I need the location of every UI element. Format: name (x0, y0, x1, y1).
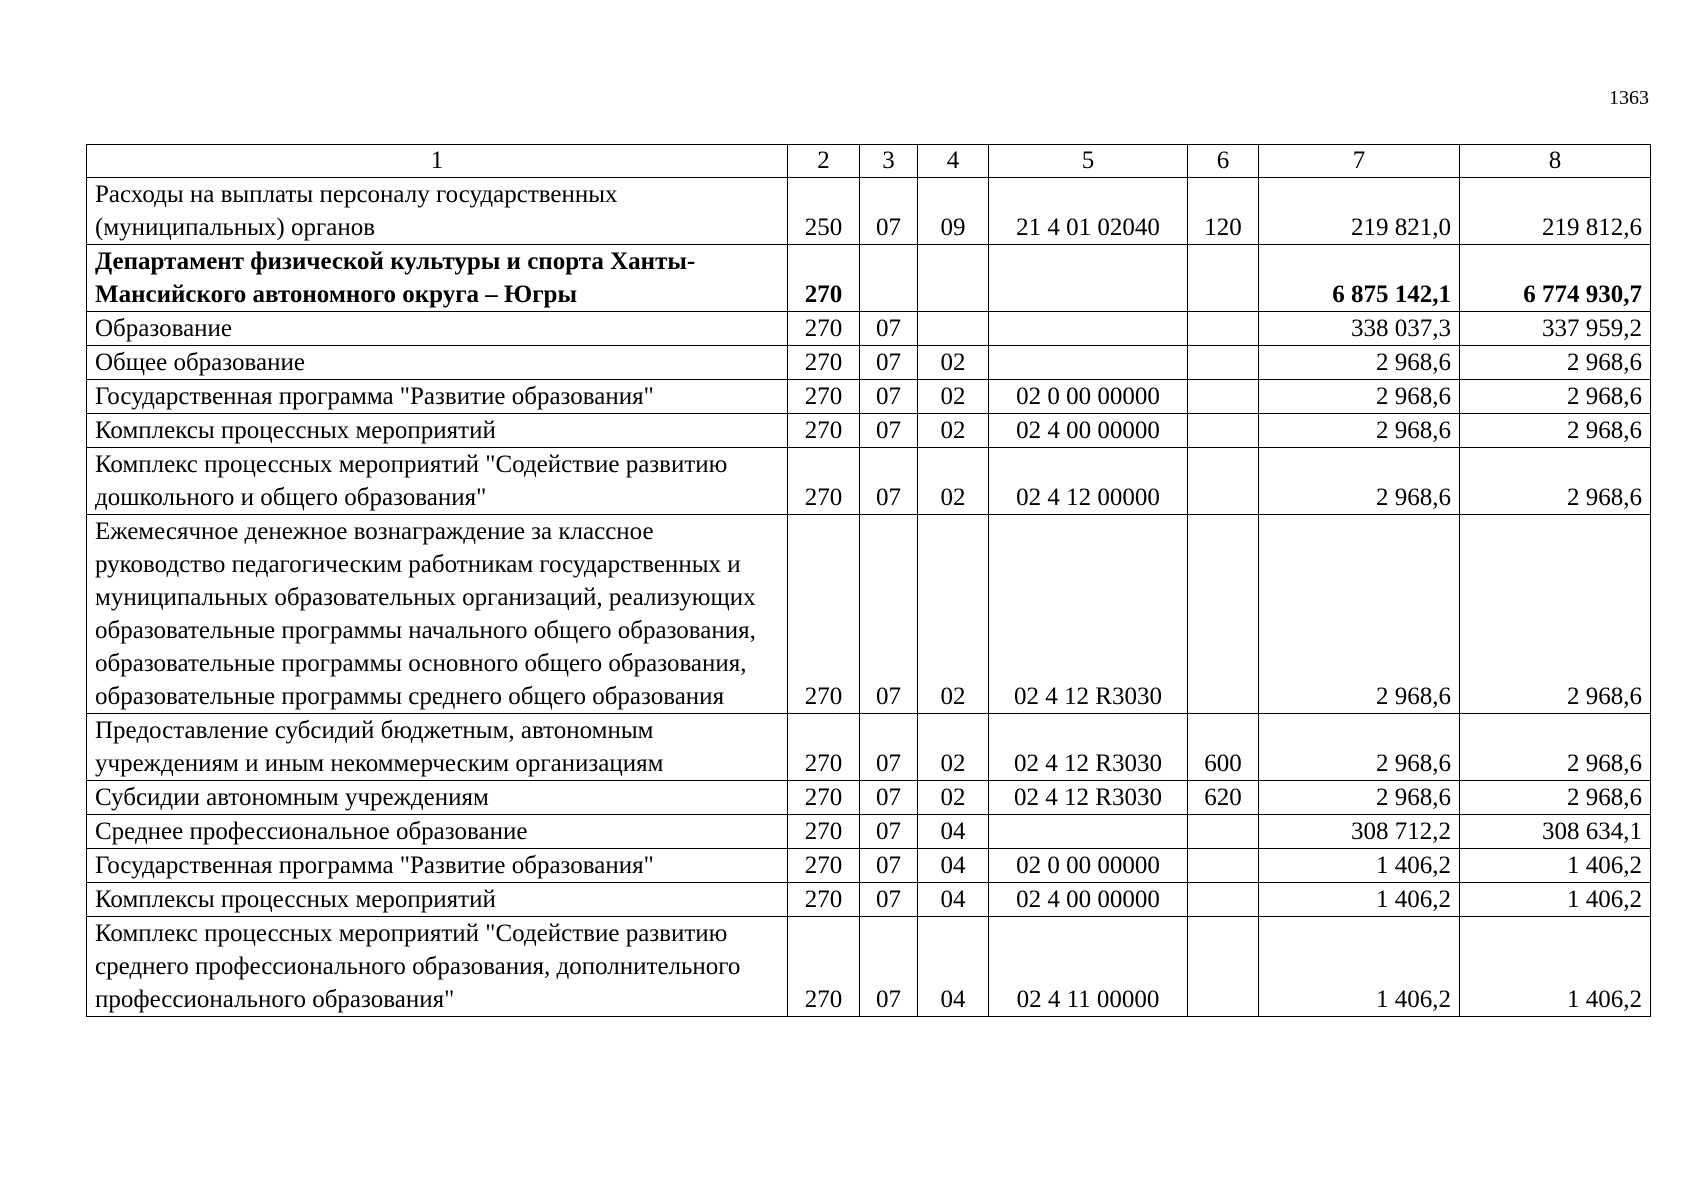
row-expense-type (1188, 815, 1259, 849)
column-header: 5 (989, 145, 1188, 178)
row-ministry-code: 270 (788, 883, 860, 917)
row-target-article: 02 4 11 00000 (989, 917, 1188, 1017)
row-subsection-code: 04 (918, 883, 989, 917)
row-subsection-code: 02 (918, 515, 989, 714)
row-ministry-code: 270 (788, 515, 860, 714)
row-amount-2: 308 634,1 (1460, 815, 1651, 849)
page-number: 1363 (1609, 87, 1649, 109)
row-name: Комплексы процессных мероприятий (87, 414, 788, 448)
table-row (87, 414, 1651, 448)
row-subsection-code (918, 245, 989, 312)
row-expense-type (1188, 414, 1259, 448)
row-ministry-code: 270 (788, 781, 860, 815)
column-header: 3 (860, 145, 918, 178)
row-amount-2: 2 968,6 (1460, 346, 1651, 380)
row-target-article (989, 245, 1188, 312)
table-row (87, 714, 1651, 781)
row-name: Ежемесячное денежное вознаграждение за классное руководство педагогическим работникам государственных и муниципальных образовательных организаций, реализующих образовательные программы начального общего образования, образовательные программы основного общего образования, образовательные программы среднего общего образования (87, 515, 788, 714)
row-ministry-code: 270 (788, 917, 860, 1017)
row-section-code: 07 (860, 849, 918, 883)
table-row (87, 917, 1651, 1017)
row-section-code: 07 (860, 448, 918, 515)
row-name: Среднее профессиональное образование (87, 815, 788, 849)
row-amount-2: 1 406,2 (1460, 883, 1651, 917)
row-expense-type (1188, 245, 1259, 312)
row-amount-2: 219 812,6 (1460, 178, 1651, 245)
row-amount-1: 2 968,6 (1259, 515, 1460, 714)
row-expense-type (1188, 380, 1259, 414)
row-name: Субсидии автономным учреждениям (87, 781, 788, 815)
row-ministry-code: 270 (788, 245, 860, 312)
row-subsection-code: 02 (918, 414, 989, 448)
table-row (87, 245, 1651, 312)
row-amount-1: 1 406,2 (1259, 917, 1460, 1017)
row-section-code: 07 (860, 781, 918, 815)
row-target-article: 02 4 12 R3030 (989, 714, 1188, 781)
row-subsection-code (918, 312, 989, 346)
row-subsection-code: 02 (918, 380, 989, 414)
row-section-code: 07 (860, 815, 918, 849)
row-section-code: 07 (860, 917, 918, 1017)
table-row (87, 781, 1651, 815)
row-amount-1: 2 968,6 (1259, 414, 1460, 448)
row-amount-2: 2 968,6 (1460, 515, 1651, 714)
table-row (87, 312, 1651, 346)
row-expense-type: 620 (1188, 781, 1259, 815)
row-ministry-code: 270 (788, 312, 860, 346)
row-subsection-code: 04 (918, 849, 989, 883)
table-row (87, 346, 1651, 380)
column-header: 2 (788, 145, 860, 178)
row-amount-2: 1 406,2 (1460, 917, 1651, 1017)
row-name: Предоставление субсидий бюджетным, автономным учреждениям и иным некоммерческим организациям (87, 714, 788, 781)
row-section-code: 07 (860, 414, 918, 448)
row-expense-type: 600 (1188, 714, 1259, 781)
table-body (87, 178, 1651, 1017)
table-row (87, 515, 1651, 714)
row-target-article: 02 4 12 00000 (989, 448, 1188, 515)
row-subsection-code: 04 (918, 917, 989, 1017)
row-subsection-code: 04 (918, 815, 989, 849)
row-amount-2: 2 968,6 (1460, 414, 1651, 448)
row-amount-1: 1 406,2 (1259, 849, 1460, 883)
row-section-code: 07 (860, 178, 918, 245)
table-row (87, 815, 1651, 849)
row-target-article (989, 815, 1188, 849)
row-subsection-code: 09 (918, 178, 989, 245)
row-name: Комплекс процессных мероприятий "Содействие развитию дошкольного и общего образования" (87, 448, 788, 515)
row-amount-1: 2 968,6 (1259, 714, 1460, 781)
row-target-article: 02 0 00 00000 (989, 849, 1188, 883)
row-section-code: 07 (860, 312, 918, 346)
row-amount-2: 2 968,6 (1460, 781, 1651, 815)
table-row (87, 448, 1651, 515)
header-row (87, 145, 1651, 178)
row-amount-1: 1 406,2 (1259, 883, 1460, 917)
column-header: 7 (1259, 145, 1460, 178)
row-amount-1: 2 968,6 (1259, 781, 1460, 815)
row-section-code: 07 (860, 883, 918, 917)
row-expense-type (1188, 917, 1259, 1017)
row-expense-type (1188, 346, 1259, 380)
row-target-article: 02 4 12 R3030 (989, 515, 1188, 714)
row-section-code: 07 (860, 346, 918, 380)
column-header: 6 (1188, 145, 1259, 178)
row-target-article: 02 4 00 00000 (989, 414, 1188, 448)
row-name: Комплекс процессных мероприятий "Содействие развитию среднего профессионального образования, дополнительного профессионального образования" (87, 917, 788, 1017)
row-name: Общее образование (87, 346, 788, 380)
budget-table (86, 144, 1651, 1017)
row-subsection-code: 02 (918, 781, 989, 815)
row-subsection-code: 02 (918, 346, 989, 380)
row-section-code: 07 (860, 380, 918, 414)
row-name: Расходы на выплаты персоналу государственных (муниципальных) органов (87, 178, 788, 245)
row-amount-1: 308 712,2 (1259, 815, 1460, 849)
row-amount-1: 6 875 142,1 (1259, 245, 1460, 312)
row-name: Департамент физической культуры и спорта Ханты-Мансийского автономного округа – Югры (87, 245, 788, 312)
row-amount-1: 2 968,6 (1259, 448, 1460, 515)
table-row (87, 178, 1651, 245)
row-name: Образование (87, 312, 788, 346)
row-ministry-code: 270 (788, 448, 860, 515)
column-header: 8 (1460, 145, 1651, 178)
row-amount-2: 6 774 930,7 (1460, 245, 1651, 312)
row-subsection-code: 02 (918, 714, 989, 781)
row-ministry-code: 270 (788, 414, 860, 448)
row-ministry-code: 270 (788, 815, 860, 849)
column-header: 1 (87, 145, 788, 178)
row-target-article: 02 0 00 00000 (989, 380, 1188, 414)
row-amount-2: 2 968,6 (1460, 380, 1651, 414)
table-row (87, 849, 1651, 883)
table-row (87, 380, 1651, 414)
row-target-article (989, 312, 1188, 346)
row-expense-type (1188, 883, 1259, 917)
row-expense-type (1188, 515, 1259, 714)
row-name: Государственная программа "Развитие образования" (87, 849, 788, 883)
row-expense-type: 120 (1188, 178, 1259, 245)
row-section-code: 07 (860, 515, 918, 714)
row-name: Комплексы процессных мероприятий (87, 883, 788, 917)
row-section-code (860, 245, 918, 312)
row-name: Государственная программа "Развитие образования" (87, 380, 788, 414)
table-row (87, 883, 1651, 917)
row-target-article: 02 4 00 00000 (989, 883, 1188, 917)
row-expense-type (1188, 312, 1259, 346)
row-amount-2: 337 959,2 (1460, 312, 1651, 346)
row-amount-1: 338 037,3 (1259, 312, 1460, 346)
row-amount-1: 219 821,0 (1259, 178, 1460, 245)
row-amount-1: 2 968,6 (1259, 380, 1460, 414)
row-expense-type (1188, 849, 1259, 883)
row-amount-2: 2 968,6 (1460, 714, 1651, 781)
row-subsection-code: 02 (918, 448, 989, 515)
row-ministry-code: 270 (788, 849, 860, 883)
row-target-article (989, 346, 1188, 380)
row-amount-1: 2 968,6 (1259, 346, 1460, 380)
row-expense-type (1188, 448, 1259, 515)
row-ministry-code: 270 (788, 714, 860, 781)
row-ministry-code: 250 (788, 178, 860, 245)
row-ministry-code: 270 (788, 380, 860, 414)
row-ministry-code: 270 (788, 346, 860, 380)
row-amount-2: 2 968,6 (1460, 448, 1651, 515)
column-header: 4 (918, 145, 989, 178)
row-target-article: 21 4 01 02040 (989, 178, 1188, 245)
row-target-article: 02 4 12 R3030 (989, 781, 1188, 815)
row-section-code: 07 (860, 714, 918, 781)
row-amount-2: 1 406,2 (1460, 849, 1651, 883)
